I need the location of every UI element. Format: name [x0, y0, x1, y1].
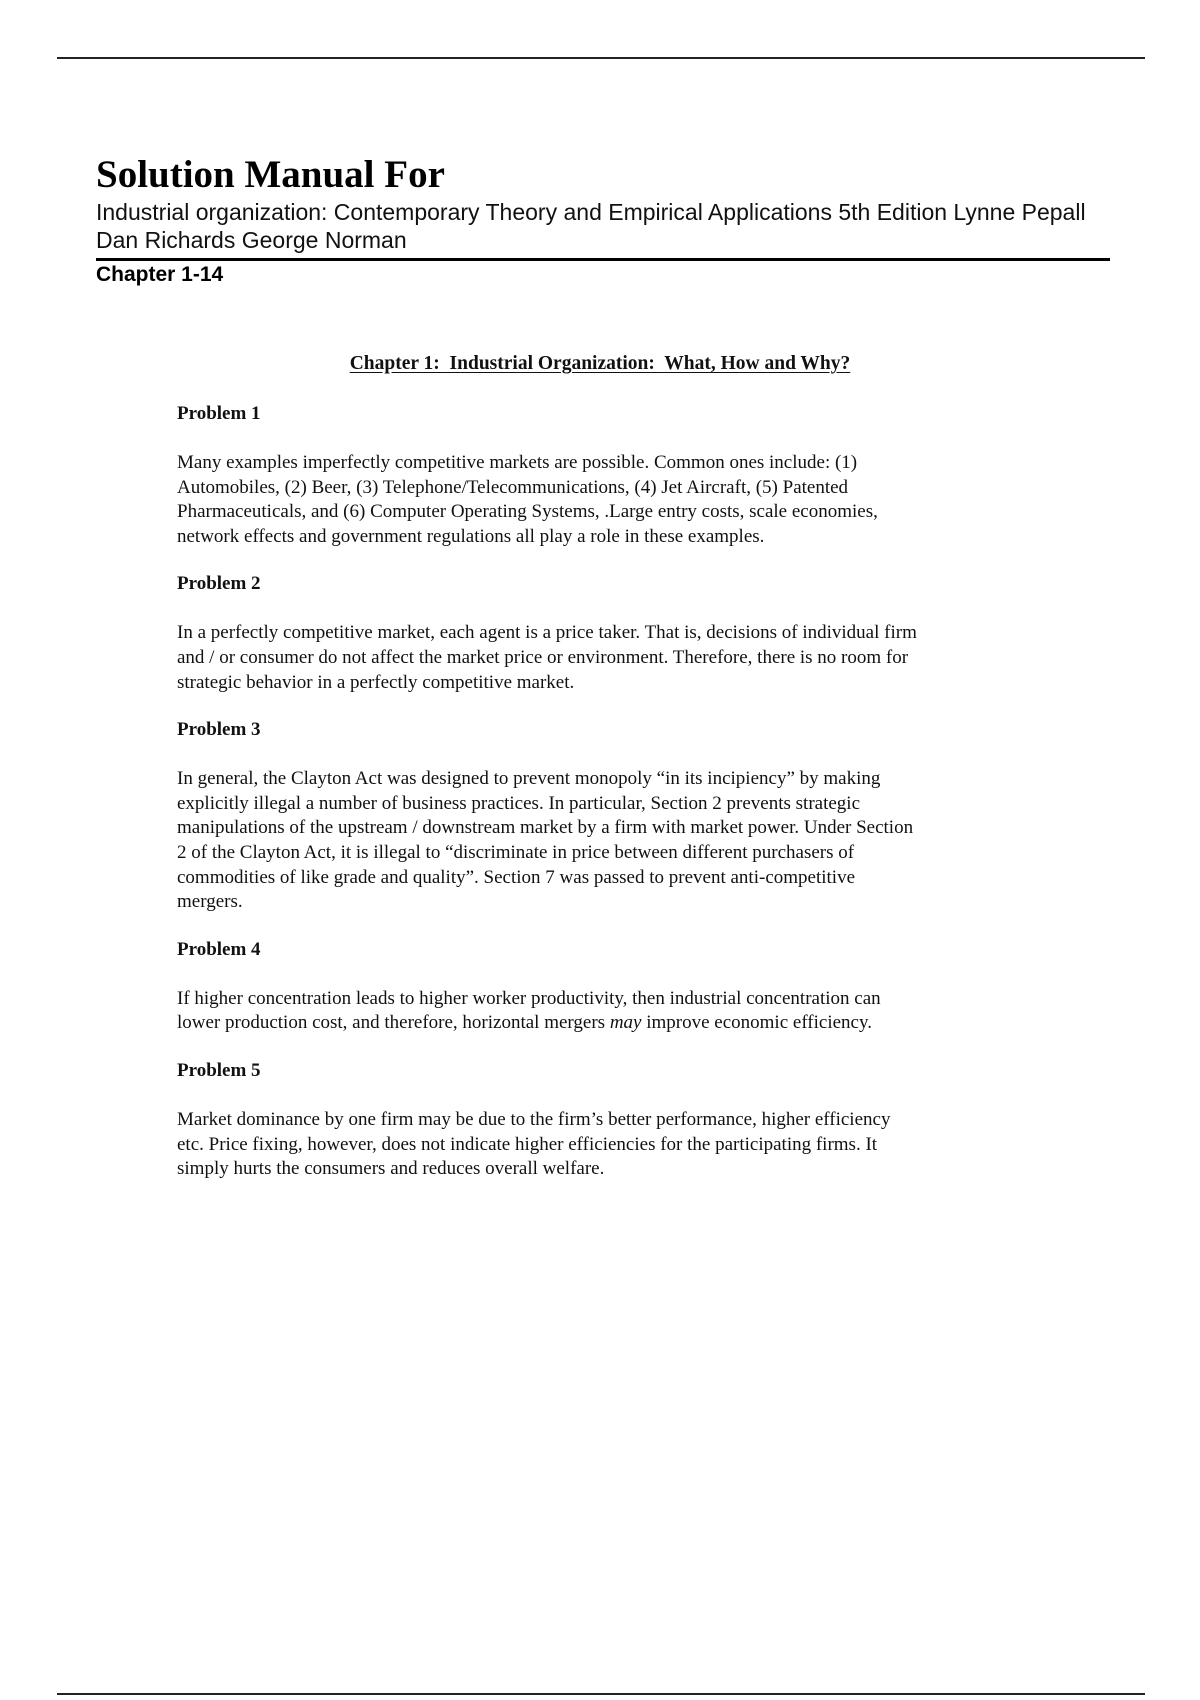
problem-text-before: If higher concentration leads to higher worker productivity, then industrial concentration can lower production cost, and therefore, horizontal mergers — [177, 987, 881, 1034]
top-rule — [57, 57, 1145, 59]
problem-text: Market dominance by one firm may be due to the firm’s better performance, higher efficiency etc. Price fixing, however, does not indicate higher efficiencies for the participating firms. It simply hurts the consumers and reduces overall welfare. — [177, 1108, 891, 1180]
problem-5 — [177, 1059, 1027, 1182]
chapter-range: Chapter 1-14 — [96, 263, 224, 286]
problem-text: Many examples imperfectly competitive markets are possible. Common ones include: (1) Automobiles, (2) Beer, (3) Telephone/Telecommunications, (4) Jet Aircraft, (5) Patented Pharmaceuticals, and (6) Computer Operating Systems, .Large entry costs, scale economies, network effects and government regulations all play a role in these examples. — [177, 452, 878, 547]
problem-heading: Problem 3 — [177, 719, 261, 741]
problem-4 — [177, 938, 1027, 1036]
document-header — [96, 152, 1110, 288]
problem-heading: Problem 1 — [177, 403, 261, 424]
problem-text — [177, 987, 1027, 1036]
chapter-heading-text: Chapter 1: Industrial Organization: What, How and Why? — [349, 353, 851, 374]
problem-heading: Problem 2 — [177, 573, 261, 595]
problem-text: In general, the Clayton Act was designed to prevent monopoly “in its incipiency” by making explicitly illegal a number of business practices. In particular, Section 2 prevents strategic manipulations of the upstream / downstream market by a firm with market power. Under Section 2 of the Clayton Act, it is illegal to “discriminate in price between different purchasers of commodities of like grade and quality”. Section 7 was passed to prevent anti-competitive mergers. — [177, 768, 914, 913]
problem-heading: Problem 4 — [177, 938, 261, 960]
chapter-heading — [0, 352, 1200, 376]
problem-1 — [177, 402, 1027, 549]
problem-text-after: improve economic efficiency. — [641, 1012, 873, 1034]
problem-text: In a perfectly competitive market, each agent is a price taker. That is, decisions of individual firm and / or consumer do not affect the market price or environment. Therefore, there is no room for strategic behavior in a perfectly competitive market. — [177, 622, 917, 693]
problem-3 — [177, 718, 1027, 915]
problems-section — [177, 402, 1027, 1205]
problem-heading: Problem 5 — [177, 1059, 261, 1081]
book-title: Industrial organization: Contemporary Theory and Empirical Applications 5th Edition Lynne Pepall Dan Richards George Norman — [96, 199, 1086, 253]
bottom-rule — [57, 1693, 1145, 1695]
document-title: Solution Manual For — [96, 153, 445, 196]
header-rule — [96, 258, 1110, 261]
problem-2 — [177, 572, 1027, 695]
problem-text-emphasis: may — [609, 1012, 642, 1034]
